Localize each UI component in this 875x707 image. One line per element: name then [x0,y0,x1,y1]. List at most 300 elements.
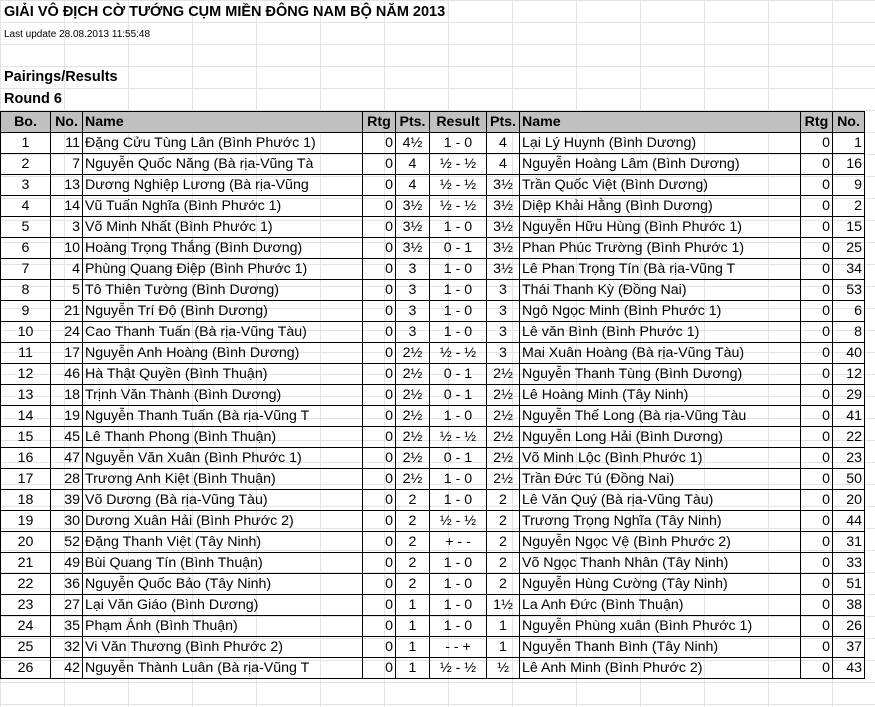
rating-cell: 0 [363,154,396,175]
result-cell: 1 - 0 [430,616,487,637]
pairings-table [0,111,865,679]
number-cell: 4 [51,259,83,280]
table-row [1,301,865,322]
result-cell: ½ - ½ [430,154,487,175]
white-player-cell: Dương Nghiệp Lương (Bà rịa-Vũng [83,175,363,196]
number-cell-2: 8 [833,322,865,343]
black-player-cell: Lại Lý Huynh (Bình Dương) [520,133,801,154]
result-cell: 1 - 0 [430,595,487,616]
table-row [1,574,865,595]
number-cell: 49 [51,553,83,574]
number-cell: 3 [51,217,83,238]
number-cell-2: 6 [833,301,865,322]
rating-cell: 0 [363,595,396,616]
table-row [1,490,865,511]
black-player-cell: Ngô Ngọc Minh (Bình Phước 1) [520,301,801,322]
rating-cell-2: 0 [801,364,833,385]
points-cell-2: 3½ [487,217,520,238]
table-row [1,427,865,448]
number-cell-2: 1 [833,133,865,154]
header-rating-2: Rtg [801,112,833,133]
white-player-cell: Phùng Quang Điệp (Bình Phước 1) [83,259,363,280]
number-cell-2: 50 [833,469,865,490]
result-cell: 1 - 0 [430,406,487,427]
table-row [1,343,865,364]
number-cell: 5 [51,280,83,301]
table-row [1,217,865,238]
rating-cell-2: 0 [801,133,833,154]
table-row [1,595,865,616]
points-cell: 1 [396,637,430,658]
number-cell-2: 34 [833,259,865,280]
number-cell: 30 [51,511,83,532]
board-cell: 5 [1,217,51,238]
number-cell: 19 [51,406,83,427]
result-cell: 1 - 0 [430,133,487,154]
rating-cell-2: 0 [801,574,833,595]
board-cell: 22 [1,574,51,595]
points-cell-2: 2½ [487,469,520,490]
rating-cell-2: 0 [801,385,833,406]
result-cell: 1 - 0 [430,217,487,238]
points-cell-2: 3 [487,322,520,343]
white-player-cell: Nguyễn Quốc Năng (Bà rịa-Vũng Tà [83,154,363,175]
rating-cell-2: 0 [801,595,833,616]
white-player-cell: Hà Thật Quyền (Bình Thuận) [83,364,363,385]
points-cell-2: 2 [487,511,520,532]
board-cell: 20 [1,532,51,553]
number-cell-2: 29 [833,385,865,406]
table-row [1,511,865,532]
points-cell-2: 2 [487,532,520,553]
white-player-cell: Vũ Tuấn Nghĩa (Bình Phước 1) [83,196,363,217]
rating-cell-2: 0 [801,343,833,364]
black-player-cell: Lê Phan Trọng Tín (Bà rịa-Vũng T [520,259,801,280]
board-cell: 8 [1,280,51,301]
number-cell: 24 [51,322,83,343]
black-player-cell: Lê Anh Minh (Bình Phước 2) [520,658,801,679]
page-title: GIẢI VÔ ĐỊCH CỜ TƯỚNG CỤM MIỀN ĐÔNG NAM BỘ NĂM 2013 [4,4,446,20]
number-cell: 39 [51,490,83,511]
rating-cell-2: 0 [801,511,833,532]
header-rating: Rtg [363,112,396,133]
rating-cell-2: 0 [801,448,833,469]
result-cell: ½ - ½ [430,511,487,532]
white-player-cell: Tô Thiên Tường (Bình Dương) [83,280,363,301]
points-cell-2: 3½ [487,259,520,280]
white-player-cell: Cao Thanh Tuấn (Bà rịa-Vũng Tàu) [83,322,363,343]
number-cell-2: 44 [833,511,865,532]
points-cell: 2½ [396,427,430,448]
header-result: Result [430,112,487,133]
rating-cell-2: 0 [801,259,833,280]
number-cell: 42 [51,658,83,679]
number-cell: 11 [51,133,83,154]
board-cell: 2 [1,154,51,175]
board-cell: 4 [1,196,51,217]
rating-cell: 0 [363,385,396,406]
number-cell-2: 33 [833,553,865,574]
points-cell: 2½ [396,469,430,490]
board-cell: 26 [1,658,51,679]
number-cell: 10 [51,238,83,259]
board-cell: 14 [1,406,51,427]
points-cell: 4½ [396,133,430,154]
number-cell-2: 31 [833,532,865,553]
points-cell-2: 2½ [487,364,520,385]
number-cell: 17 [51,343,83,364]
number-cell-2: 22 [833,427,865,448]
number-cell-2: 41 [833,406,865,427]
points-cell-2: 1½ [487,595,520,616]
points-cell: 3 [396,280,430,301]
white-player-cell: Nguyễn Anh Hoàng (Bình Dương) [83,343,363,364]
rating-cell-2: 0 [801,532,833,553]
rating-cell: 0 [363,511,396,532]
number-cell: 7 [51,154,83,175]
points-cell-2: 3½ [487,238,520,259]
number-cell-2: 16 [833,154,865,175]
number-cell-2: 38 [833,595,865,616]
table-row [1,322,865,343]
number-cell: 45 [51,427,83,448]
header-number: No. [51,112,83,133]
black-player-cell: Nguyễn Thanh Tùng (Bình Dương) [520,364,801,385]
number-cell: 27 [51,595,83,616]
rating-cell: 0 [363,406,396,427]
points-cell-2: 3 [487,280,520,301]
points-cell: 4 [396,175,430,196]
table-row [1,364,865,385]
points-cell: 2 [396,511,430,532]
rating-cell: 0 [363,574,396,595]
white-player-cell: Vi Văn Thương (Bình Phước 2) [83,637,363,658]
rating-cell-2: 0 [801,301,833,322]
points-cell: 2½ [396,448,430,469]
result-cell: 0 - 1 [430,448,487,469]
rating-cell: 0 [363,616,396,637]
rating-cell: 0 [363,658,396,679]
rating-cell-2: 0 [801,175,833,196]
points-cell: 2½ [396,385,430,406]
number-cell-2: 23 [833,448,865,469]
points-cell-2: 3 [487,301,520,322]
number-cell: 28 [51,469,83,490]
table-row [1,259,865,280]
number-cell-2: 12 [833,364,865,385]
result-cell: 1 - 0 [430,280,487,301]
black-player-cell: Nguyễn Long Hải (Bình Dương) [520,427,801,448]
black-player-cell: Nguyễn Phùng xuân (Bình Phước 1) [520,616,801,637]
rating-cell: 0 [363,322,396,343]
result-cell: ½ - ½ [430,196,487,217]
points-cell: 2 [396,553,430,574]
number-cell-2: 37 [833,637,865,658]
points-cell-2: 3½ [487,175,520,196]
black-player-cell: Võ Ngọc Thanh Nhân (Tây Ninh) [520,553,801,574]
points-cell-2: 2 [487,553,520,574]
black-player-cell: Thái Thanh Kỳ (Đồng Nai) [520,280,801,301]
black-player-cell: Diệp Khải Hằng (Bình Dương) [520,196,801,217]
result-cell: 0 - 1 [430,364,487,385]
board-cell: 3 [1,175,51,196]
result-cell: ½ - ½ [430,658,487,679]
result-cell: 1 - 0 [430,301,487,322]
points-cell-2: 2½ [487,427,520,448]
black-player-cell: Trần Quốc Việt (Bình Dương) [520,175,801,196]
white-player-cell: Nguyễn Quốc Bảo (Tây Ninh) [83,574,363,595]
number-cell: 36 [51,574,83,595]
number-cell: 21 [51,301,83,322]
rating-cell-2: 0 [801,322,833,343]
result-cell: 1 - 0 [430,490,487,511]
number-cell-2: 20 [833,490,865,511]
points-cell-2: ½ [487,658,520,679]
black-player-cell: Trần Đức Tú (Đồng Nai) [520,469,801,490]
rating-cell-2: 0 [801,217,833,238]
result-cell: 1 - 0 [430,469,487,490]
result-cell: 1 - 0 [430,574,487,595]
number-cell: 47 [51,448,83,469]
white-player-cell: Võ Dương (Bà rịa-Vũng Tàu) [83,490,363,511]
black-player-cell: La Anh Đức (Bình Thuận) [520,595,801,616]
result-cell: ½ - ½ [430,427,487,448]
table-row [1,616,865,637]
board-cell: 15 [1,427,51,448]
number-cell: 52 [51,532,83,553]
number-cell-2: 15 [833,217,865,238]
header-number-2: No. [833,112,865,133]
points-cell: 1 [396,595,430,616]
table-row [1,448,865,469]
rating-cell-2: 0 [801,196,833,217]
table-row [1,658,865,679]
rating-cell-2: 0 [801,553,833,574]
points-cell-2: 1 [487,637,520,658]
points-cell-2: 2 [487,574,520,595]
white-player-cell: Trương Anh Kiệt (Bình Thuận) [83,469,363,490]
table-row [1,133,865,154]
number-cell: 32 [51,637,83,658]
board-cell: 21 [1,553,51,574]
result-cell: + - - [430,532,487,553]
black-player-cell: Nguyễn Hùng Cường (Tây Ninh) [520,574,801,595]
table-header-row [1,112,865,133]
points-cell: 2 [396,490,430,511]
rating-cell: 0 [363,469,396,490]
points-cell: 3½ [396,217,430,238]
points-cell: 4 [396,154,430,175]
board-cell: 24 [1,616,51,637]
white-player-cell: Bùi Quang Tín (Bình Thuận) [83,553,363,574]
board-cell: 1 [1,133,51,154]
result-cell: - - + [430,637,487,658]
board-cell: 7 [1,259,51,280]
points-cell: 3 [396,301,430,322]
white-player-cell: Nguyễn Trí Độ (Bình Dương) [83,301,363,322]
black-player-cell: Nguyễn Ngọc Vệ (Bình Phước 2) [520,532,801,553]
points-cell-2: 3½ [487,196,520,217]
rating-cell: 0 [363,343,396,364]
rating-cell: 0 [363,238,396,259]
points-cell: 3½ [396,196,430,217]
white-player-cell: Dương Xuân Hải (Bình Phước 2) [83,511,363,532]
board-cell: 11 [1,343,51,364]
rating-cell: 0 [363,133,396,154]
result-cell: 1 - 0 [430,322,487,343]
round-title: Round 6 [4,91,62,107]
table-row [1,175,865,196]
table-row [1,238,865,259]
white-player-cell: Đặng Thanh Việt (Tây Ninh) [83,532,363,553]
table-row [1,280,865,301]
rating-cell-2: 0 [801,427,833,448]
black-player-cell: Mai Xuân Hoàng (Bà rịa-Vũng Tàu) [520,343,801,364]
result-cell: 0 - 1 [430,238,487,259]
black-player-cell: Lê Hoàng Minh (Tây Ninh) [520,385,801,406]
rating-cell-2: 0 [801,154,833,175]
section-title: Pairings/Results [4,69,118,85]
header-points-2: Pts. [487,112,520,133]
black-player-cell: Nguyễn Hoàng Lâm (Bình Dương) [520,154,801,175]
rating-cell: 0 [363,532,396,553]
table-row [1,532,865,553]
points-cell: 2½ [396,343,430,364]
rating-cell: 0 [363,196,396,217]
board-cell: 12 [1,364,51,385]
black-player-cell: Phan Phúc Trường (Bình Phước 1) [520,238,801,259]
rating-cell-2: 0 [801,280,833,301]
number-cell: 18 [51,385,83,406]
points-cell-2: 4 [487,133,520,154]
table-row [1,406,865,427]
table-row [1,196,865,217]
points-cell-2: 2½ [487,448,520,469]
rating-cell-2: 0 [801,658,833,679]
board-cell: 10 [1,322,51,343]
points-cell-2: 2½ [487,385,520,406]
rating-cell: 0 [363,553,396,574]
number-cell-2: 51 [833,574,865,595]
number-cell-2: 40 [833,343,865,364]
rating-cell: 0 [363,490,396,511]
table-row [1,154,865,175]
points-cell: 1 [396,616,430,637]
table-body [1,133,865,679]
board-cell: 19 [1,511,51,532]
rating-cell-2: 0 [801,406,833,427]
board-cell: 9 [1,301,51,322]
header-board: Bo. [1,112,51,133]
points-cell: 1 [396,658,430,679]
number-cell: 14 [51,196,83,217]
board-cell: 13 [1,385,51,406]
table-row [1,637,865,658]
white-player-cell: Nguyễn Văn Xuân (Bình Phước 1) [83,448,363,469]
white-player-cell: Đặng Cửu Tùng Lân (Bình Phước 1) [83,133,363,154]
number-cell-2: 2 [833,196,865,217]
points-cell: 2½ [396,364,430,385]
board-cell: 17 [1,469,51,490]
rating-cell: 0 [363,217,396,238]
white-player-cell: Nguyễn Thanh Tuấn (Bà rịa-Vũng T [83,406,363,427]
rating-cell-2: 0 [801,637,833,658]
number-cell-2: 25 [833,238,865,259]
board-cell: 16 [1,448,51,469]
header-name: Name [83,112,363,133]
number-cell-2: 43 [833,658,865,679]
rating-cell-2: 0 [801,616,833,637]
number-cell-2: 9 [833,175,865,196]
header-name-2: Name [520,112,801,133]
number-cell: 46 [51,364,83,385]
white-player-cell: Phạm Ánh (Bình Thuận) [83,616,363,637]
board-cell: 6 [1,238,51,259]
rating-cell: 0 [363,280,396,301]
last-update-text: Last update 28.08.2013 11:55:48 [4,29,151,40]
result-cell: ½ - ½ [430,175,487,196]
result-cell: 0 - 1 [430,385,487,406]
board-cell: 25 [1,637,51,658]
white-player-cell: Hoàng Trọng Thắng (Bình Dương) [83,238,363,259]
board-cell: 23 [1,595,51,616]
black-player-cell: Võ Minh Lộc (Bình Phước 1) [520,448,801,469]
points-cell-2: 2 [487,490,520,511]
rating-cell: 0 [363,175,396,196]
white-player-cell: Lại Văn Giáo (Bình Dương) [83,595,363,616]
black-player-cell: Nguyễn Hữu Hùng (Bình Phước 1) [520,217,801,238]
points-cell: 3 [396,322,430,343]
number-cell-2: 26 [833,616,865,637]
points-cell: 2½ [396,406,430,427]
white-player-cell: Nguyễn Thành Luân (Bà rịa-Vũng T [83,658,363,679]
points-cell: 2 [396,574,430,595]
rating-cell: 0 [363,259,396,280]
rating-cell: 0 [363,448,396,469]
black-player-cell: Lê văn Bình (Bình Phước 1) [520,322,801,343]
points-cell-2: 1 [487,616,520,637]
board-cell: 18 [1,490,51,511]
points-cell-2: 3 [487,343,520,364]
black-player-cell: Trương Trọng Nghĩa (Tây Ninh) [520,511,801,532]
black-player-cell: Lê Văn Quý (Bà rịa-Vũng Tàu) [520,490,801,511]
table-row [1,469,865,490]
black-player-cell: Nguyễn Thế Long (Bà rịa-Vũng Tàu [520,406,801,427]
points-cell: 2 [396,532,430,553]
rating-cell: 0 [363,427,396,448]
points-cell: 3 [396,259,430,280]
white-player-cell: Lê Thanh Phong (Bình Thuận) [83,427,363,448]
rating-cell: 0 [363,301,396,322]
white-player-cell: Trịnh Văn Thành (Bình Dương) [83,385,363,406]
header-points: Pts. [396,112,430,133]
result-cell: ½ - ½ [430,343,487,364]
black-player-cell: Nguyễn Thanh Bình (Tây Ninh) [520,637,801,658]
points-cell: 3½ [396,238,430,259]
number-cell-2: 53 [833,280,865,301]
rating-cell-2: 0 [801,238,833,259]
points-cell-2: 2½ [487,406,520,427]
result-cell: 1 - 0 [430,259,487,280]
number-cell: 13 [51,175,83,196]
rating-cell-2: 0 [801,490,833,511]
number-cell: 35 [51,616,83,637]
table-row [1,385,865,406]
rating-cell: 0 [363,364,396,385]
result-cell: 1 - 0 [430,553,487,574]
table-row [1,553,865,574]
rating-cell: 0 [363,637,396,658]
